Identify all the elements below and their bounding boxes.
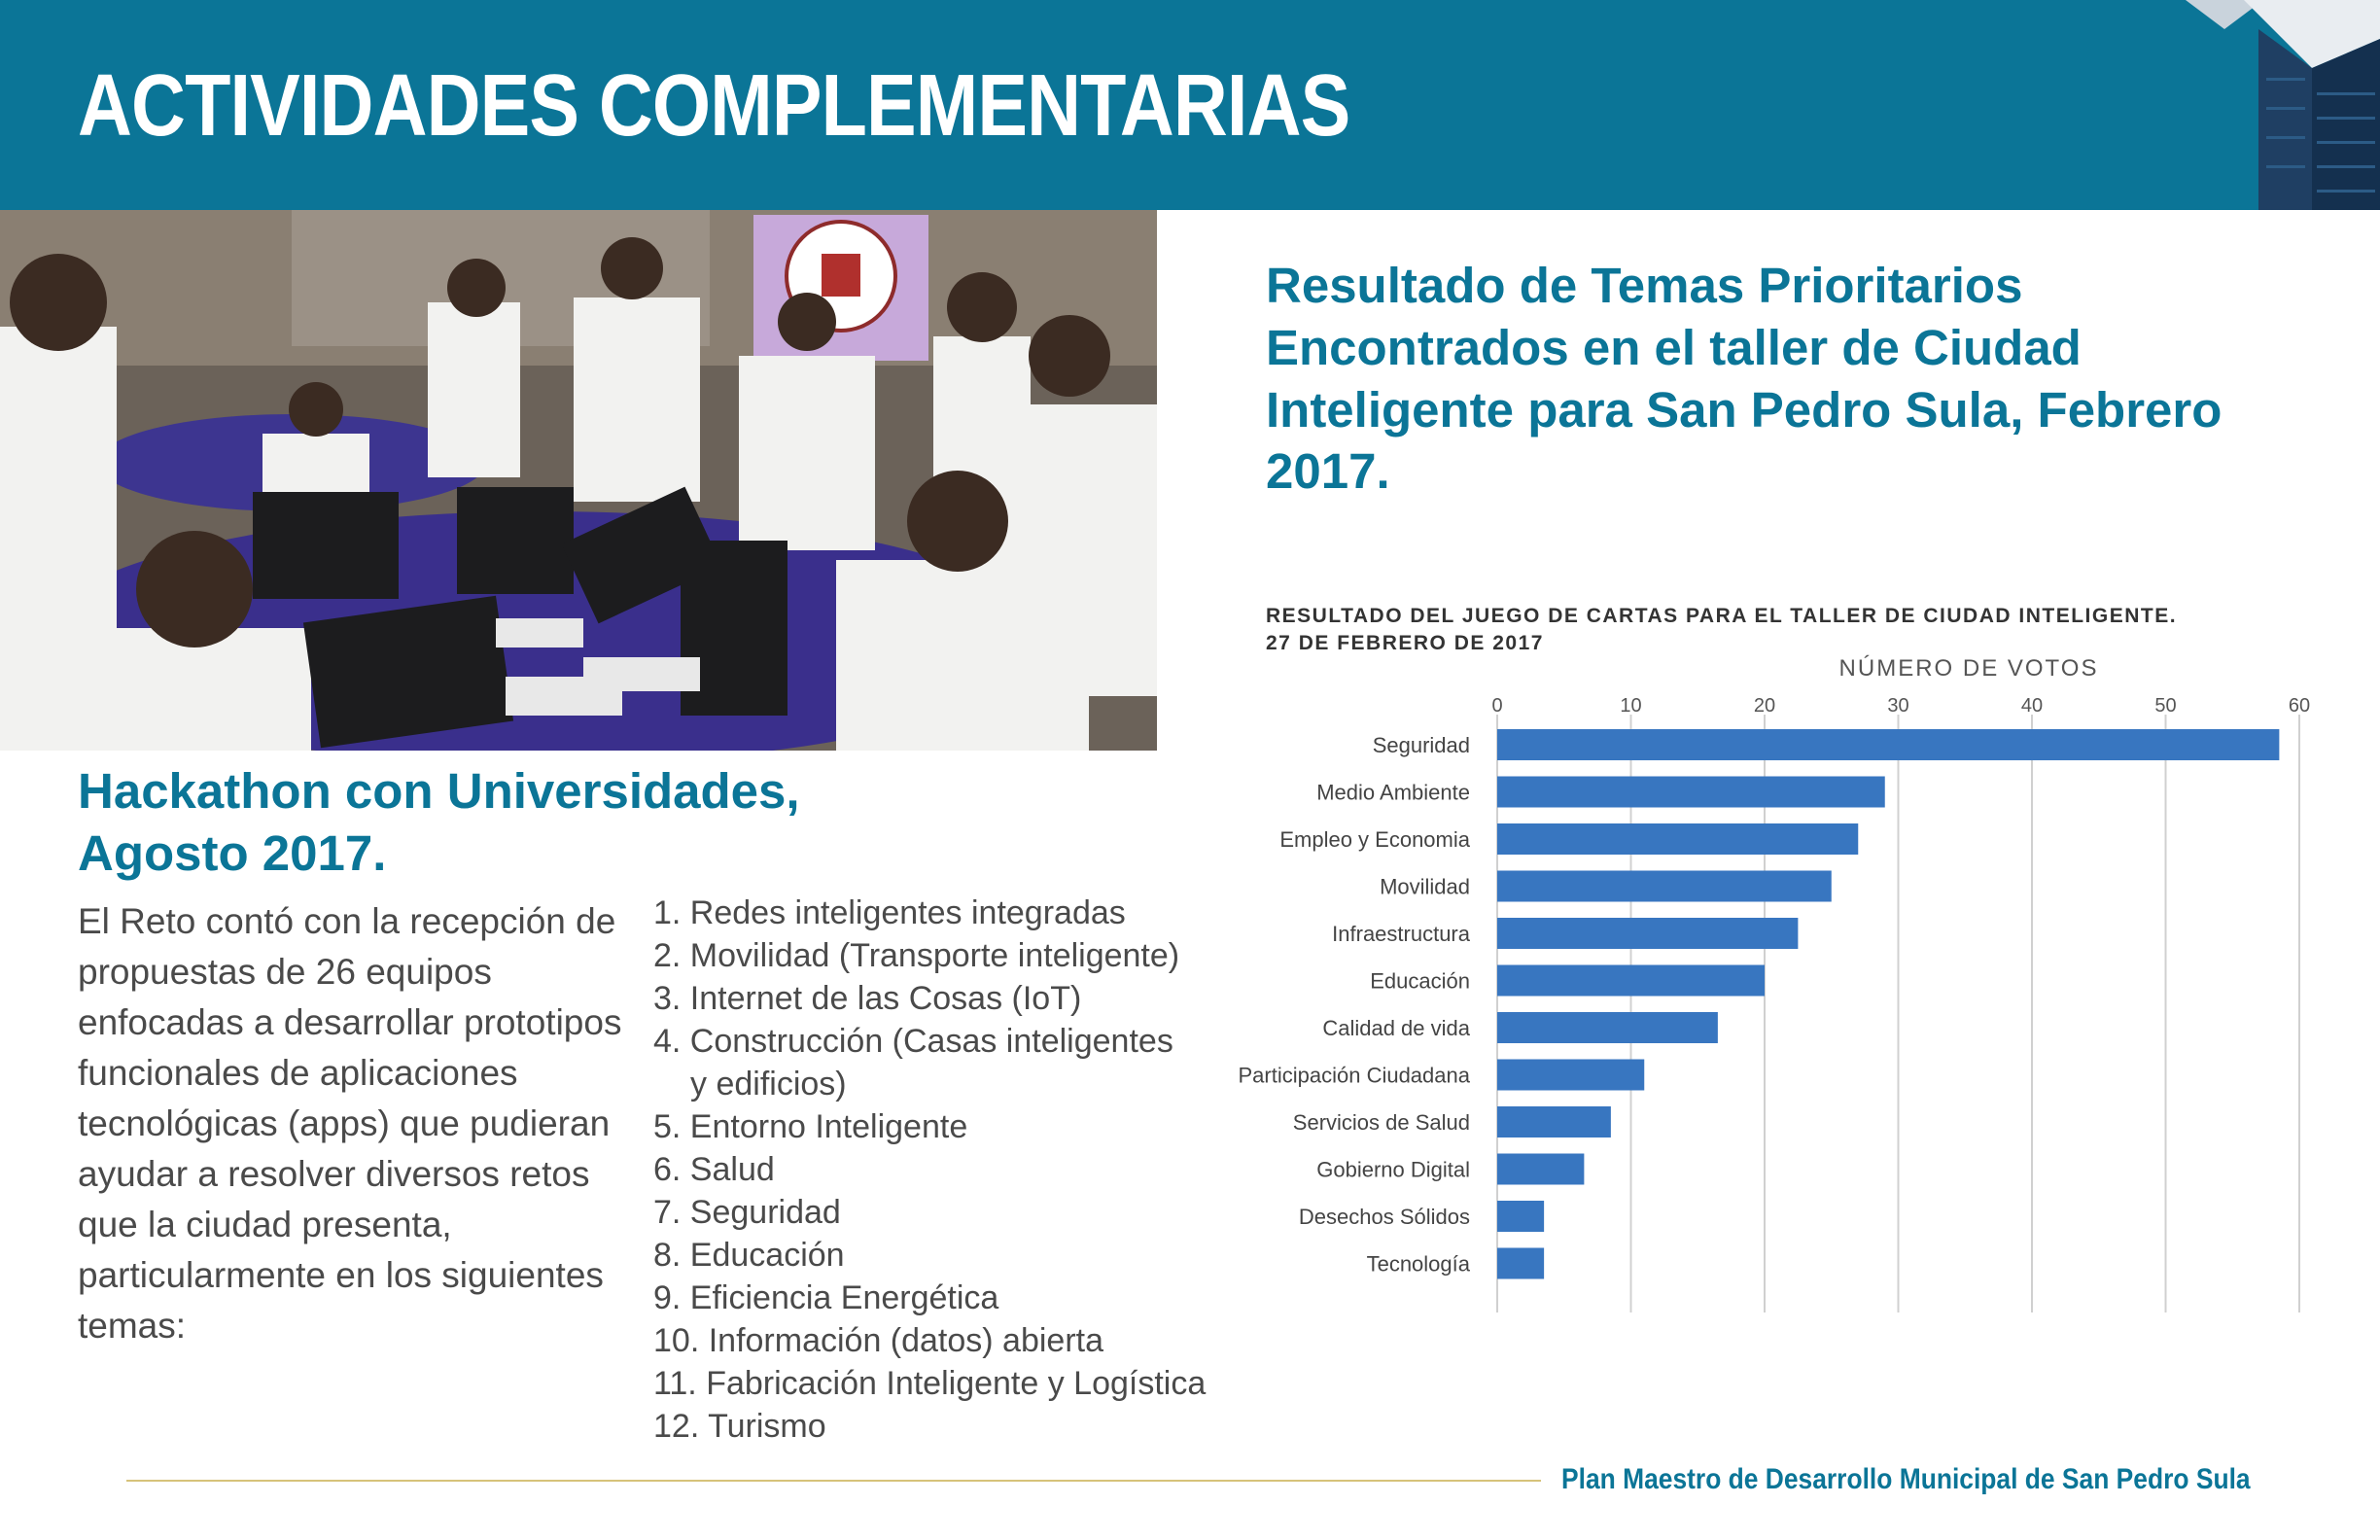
category-label: Participación Ciudadana <box>1238 1063 1470 1088</box>
x-tick-label: 0 <box>1491 695 1503 717</box>
category-label: Medio Ambiente <box>1316 780 1470 805</box>
category-label: Gobierno Digital <box>1316 1157 1470 1182</box>
category-label: Educación <box>1370 968 1470 994</box>
bar <box>1497 965 1765 997</box>
bar <box>1497 1106 1611 1138</box>
category-label: Desechos Sólidos <box>1298 1205 1470 1229</box>
bar <box>1497 918 1798 949</box>
bar <box>1497 823 1858 855</box>
bar <box>1497 1248 1544 1279</box>
hackathon-heading-line2: Agosto 2017. <box>78 824 387 881</box>
list-item: 12. Turismo <box>653 1408 826 1445</box>
bar <box>1497 1060 1644 1091</box>
bar <box>1497 1201 1544 1232</box>
bar <box>1497 871 1832 902</box>
footer-divider <box>126 1480 1541 1482</box>
x-axis-label: NÚMERO DE VOTOS <box>1838 655 2099 682</box>
topic-list <box>653 892 1237 1448</box>
chart-title <box>1266 603 2335 657</box>
list-item: 6. Salud <box>653 1151 775 1188</box>
category-label: Infraestructura <box>1332 922 1470 946</box>
hackathon-heading <box>78 760 953 885</box>
list-item: 5. Entorno Inteligente <box>653 1108 968 1145</box>
footer-title: Plan Maestro de Desarrollo Municipal de San Pedro Sula <box>1561 1463 2251 1495</box>
list-item: 2. Movilidad (Transporte inteligente) <box>653 937 1180 974</box>
hackathon-heading-line1: Hackathon con Universidades, <box>78 763 800 819</box>
list-item: 9. Eficiencia Energética <box>653 1279 999 1316</box>
list-item: 8. Educación <box>653 1237 845 1274</box>
hackathon-photo <box>0 210 1157 751</box>
bar <box>1497 777 1885 808</box>
list-item: 10. Información (datos) abierta <box>653 1322 1104 1359</box>
page-title: ACTIVIDADES COMPLEMENTARIAS <box>78 57 1350 155</box>
x-tick-label: 10 <box>1620 695 1642 717</box>
hackathon-description: El Reto contó con la recepción de propuestas de 26 equipos enfocadas a desarrollar prototipos funcionales de aplicaciones tecnológicas (apps) que pudieran ayudar a resolver diversos retos que la ciudad presenta, particularmente en los siguientes temas: <box>78 901 622 1346</box>
bar <box>1497 729 2279 760</box>
category-label: Calidad de vida <box>1322 1016 1470 1040</box>
bar <box>1497 1012 1718 1043</box>
list-item: 7. Seguridad <box>653 1194 841 1231</box>
x-tick-label: 60 <box>2288 695 2311 717</box>
building-corner-graphic <box>2142 0 2380 210</box>
chart-title-line1: RESULTADO DEL JUEGO DE CARTAS PARA EL TALLER DE CIUDAD INTELIGENTE. <box>1266 605 2178 627</box>
list-item: 3. Internet de las Cosas (IoT) <box>653 980 1082 1017</box>
x-tick-label: 40 <box>2020 695 2044 717</box>
survey-heading: Resultado de Temas Prioritarios Encontrados en el taller de Ciudad Inteligente para San Pedro Sula, Febrero 2017. <box>1266 258 2222 500</box>
category-label: Seguridad <box>1372 733 1470 757</box>
category-label: Movilidad <box>1380 874 1470 899</box>
chart-title-line2: 27 DE FEBRERO DE 2017 <box>1266 632 1544 654</box>
list-item: 11. Fabricación Inteligente y Logística <box>653 1365 1207 1402</box>
x-tick-label: 20 <box>1753 695 1776 717</box>
header-banner <box>0 0 2380 210</box>
list-item-continuation: y edificios) <box>690 1066 847 1102</box>
category-label: Tecnología <box>1366 1251 1470 1277</box>
x-tick-label: 50 <box>2154 695 2177 717</box>
votes-bar-chart <box>1206 651 2324 1312</box>
category-label: Servicios de Salud <box>1292 1110 1470 1135</box>
category-label: Empleo y Economia <box>1279 827 1470 852</box>
list-item: 1. Redes inteligentes integradas <box>653 894 1126 931</box>
list-item: 4. Construcción (Casas inteligentes <box>653 1023 1173 1060</box>
bar <box>1497 1154 1584 1185</box>
list-item <box>653 1063 1237 1105</box>
x-tick-label: 30 <box>1887 695 1909 717</box>
